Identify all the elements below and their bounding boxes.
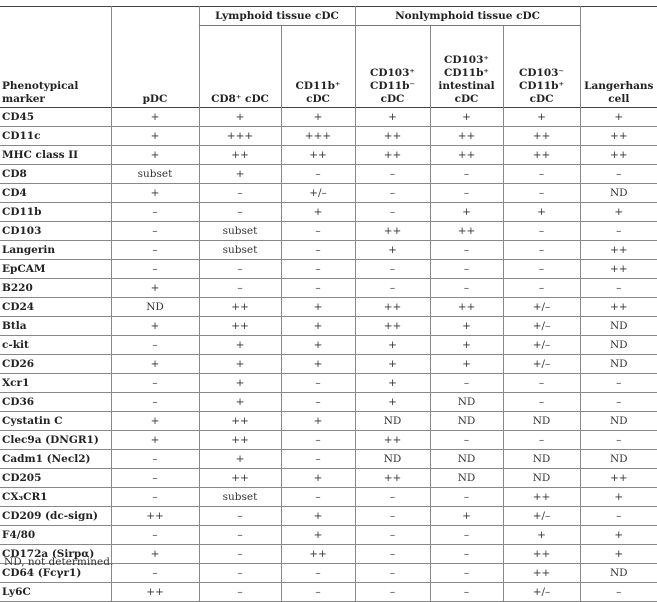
table-cell: +: [430, 507, 503, 526]
table-cell: ++: [199, 431, 281, 450]
table-cell: ++: [580, 127, 657, 146]
table-cell: +: [580, 545, 657, 564]
table-row: [0, 488, 657, 507]
row-marker-label: F4/80: [0, 526, 111, 545]
table-cell: –: [503, 222, 580, 241]
table-cell: +: [111, 146, 199, 165]
table-cell: –: [281, 393, 355, 412]
table-cell: ++: [503, 545, 580, 564]
column-header: CD103⁻ CD11b⁺ cDC: [503, 26, 580, 108]
table-cell: ++: [430, 222, 503, 241]
table-row: [0, 507, 657, 526]
table-row: [0, 583, 657, 602]
table-cell: –: [430, 374, 503, 393]
table-cell: +: [281, 507, 355, 526]
column-header: CD103⁺ CD11b⁺ intestinal cDC: [430, 26, 503, 108]
table-cell: ++: [199, 469, 281, 488]
table-cell: –: [430, 279, 503, 298]
table-cell: ND: [580, 355, 657, 374]
table-cell: +: [281, 298, 355, 317]
table-cell: –: [580, 583, 657, 602]
table-cell: –: [355, 488, 430, 507]
table-cell: +: [111, 127, 199, 146]
row-marker-label: c-kit: [0, 336, 111, 355]
table-cell: –: [503, 184, 580, 203]
table-cell: +: [580, 488, 657, 507]
table-cell: –: [111, 374, 199, 393]
table-cell: ++: [580, 260, 657, 279]
table-cell: ND: [111, 298, 199, 317]
table-cell: –: [503, 165, 580, 184]
table-cell: +: [355, 393, 430, 412]
table-cell: +: [281, 355, 355, 374]
row-marker-label: Cadm1 (Necl2): [0, 450, 111, 469]
table-cell: subset: [111, 165, 199, 184]
marker-table: [0, 6, 657, 602]
table-cell: +/–: [503, 583, 580, 602]
table-cell: subset: [199, 488, 281, 507]
table-cell: +: [199, 165, 281, 184]
table-cell: –: [355, 165, 430, 184]
table-cell: ND: [503, 412, 580, 431]
table-cell: +: [580, 203, 657, 222]
column-header: CD103⁺ CD11b⁻ cDC: [355, 26, 430, 108]
table-row: [0, 241, 657, 260]
row-marker-label: CD26: [0, 355, 111, 374]
table-cell: ++: [355, 317, 430, 336]
table-cell: ++: [430, 298, 503, 317]
table-cell: +: [355, 374, 430, 393]
table-cell: –: [355, 260, 430, 279]
table-cell: +: [111, 355, 199, 374]
table-cell: –: [111, 450, 199, 469]
table-cell: +: [281, 412, 355, 431]
table-cell: –: [580, 165, 657, 184]
table-cell: ND: [580, 450, 657, 469]
table-cell: +: [111, 108, 199, 127]
table-row: [0, 298, 657, 317]
table-row: [0, 317, 657, 336]
table-cell: +: [199, 355, 281, 374]
column-header-marker: Phenotypical marker: [2, 80, 79, 105]
table-cell: +/–: [503, 355, 580, 374]
table-row: [0, 336, 657, 355]
table-row: [0, 279, 657, 298]
table-cell: –: [355, 203, 430, 222]
table-row: [0, 469, 657, 488]
column-header: CD11b⁺ cDC: [281, 26, 355, 108]
table-cell: –: [430, 488, 503, 507]
table-cell: –: [199, 260, 281, 279]
table-cell: ++: [199, 298, 281, 317]
row-marker-label: EpCAM: [0, 260, 111, 279]
table-cell: ND: [430, 412, 503, 431]
table-cell: +: [281, 336, 355, 355]
row-marker-label: CD209 (dc-sign): [0, 507, 111, 526]
table-cell: –: [281, 222, 355, 241]
table-cell: –: [430, 431, 503, 450]
table-cell: +/–: [503, 298, 580, 317]
table-body: [0, 108, 657, 602]
table-cell: –: [111, 336, 199, 355]
row-marker-label: Btla: [0, 317, 111, 336]
table-cell: ++: [355, 146, 430, 165]
table-cell: +: [355, 336, 430, 355]
table-row: [0, 108, 657, 127]
table-cell: –: [430, 545, 503, 564]
table-cell: +: [111, 412, 199, 431]
table-cell: –: [503, 374, 580, 393]
table-cell: –: [580, 393, 657, 412]
table-cell: –: [281, 260, 355, 279]
table-cell: +: [111, 279, 199, 298]
group-header-nonlymphoid: Nonlymphoid tissue cDC: [355, 7, 580, 26]
table-cell: +: [281, 317, 355, 336]
table-row: [0, 450, 657, 469]
table-row: [0, 222, 657, 241]
table-cell: ++: [199, 317, 281, 336]
table-cell: –: [111, 260, 199, 279]
table-cell: ND: [430, 393, 503, 412]
table-cell: –: [355, 184, 430, 203]
table-cell: +: [199, 450, 281, 469]
table-cell: –: [430, 260, 503, 279]
row-marker-label: CD4: [0, 184, 111, 203]
table-cell: –: [111, 241, 199, 260]
table-cell: ND: [503, 469, 580, 488]
table-cell: +: [281, 203, 355, 222]
table-cell: +/–: [503, 317, 580, 336]
table-cell: –: [199, 526, 281, 545]
table-cell: –: [111, 488, 199, 507]
table-cell: +: [503, 526, 580, 545]
table-cell: –: [430, 564, 503, 583]
table-cell: –: [199, 583, 281, 602]
table-row: [0, 260, 657, 279]
table-cell: –: [281, 450, 355, 469]
table-cell: –: [111, 526, 199, 545]
table-cell: ++: [355, 222, 430, 241]
table-cell: –: [199, 279, 281, 298]
table-cell: –: [199, 564, 281, 583]
table-cell: ++: [430, 146, 503, 165]
table-row: [0, 146, 657, 165]
table-cell: ND: [430, 450, 503, 469]
table-cell: –: [355, 507, 430, 526]
table-row: [0, 203, 657, 222]
table-cell: –: [430, 165, 503, 184]
table-cell: –: [503, 431, 580, 450]
table-row: [0, 393, 657, 412]
table-cell: +: [111, 431, 199, 450]
row-marker-label: MHC class II: [0, 146, 111, 165]
table-cell: +: [199, 108, 281, 127]
table-cell: ++: [281, 146, 355, 165]
table-cell: –: [281, 488, 355, 507]
table-cell: +: [199, 374, 281, 393]
table-cell: ++: [355, 469, 430, 488]
table-cell: –: [503, 279, 580, 298]
table-cell: ND: [503, 450, 580, 469]
table-cell: ++: [580, 469, 657, 488]
table-row: [0, 374, 657, 393]
table-cell: +: [281, 526, 355, 545]
table-cell: ++: [355, 298, 430, 317]
table-cell: –: [580, 507, 657, 526]
table-row: [0, 184, 657, 203]
table-cell: –: [111, 469, 199, 488]
table-cell: +/–: [503, 507, 580, 526]
table-cell: +: [355, 355, 430, 374]
table-cell: –: [281, 564, 355, 583]
table-cell: –: [199, 545, 281, 564]
column-header: Langerhans cell: [580, 26, 657, 108]
table-cell: ++: [580, 146, 657, 165]
table-row: [0, 165, 657, 184]
table-cell: +: [355, 241, 430, 260]
table-cell: –: [580, 222, 657, 241]
table-cell: +: [111, 184, 199, 203]
table-cell: +: [503, 108, 580, 127]
row-marker-label: CD24: [0, 298, 111, 317]
table-cell: +++: [281, 127, 355, 146]
table-cell: ++: [430, 127, 503, 146]
table-cell: –: [111, 393, 199, 412]
table-cell: –: [355, 564, 430, 583]
table-cell: ++: [111, 583, 199, 602]
table-cell: –: [281, 431, 355, 450]
table-cell: –: [430, 526, 503, 545]
table-cell: ND: [355, 450, 430, 469]
table-cell: ND: [580, 336, 657, 355]
table-cell: –: [281, 241, 355, 260]
table-cell: –: [111, 222, 199, 241]
table-cell: ++: [281, 545, 355, 564]
table-row: [0, 431, 657, 450]
table-cell: –: [355, 526, 430, 545]
table-cell: +: [430, 108, 503, 127]
row-marker-label: CD36: [0, 393, 111, 412]
table-cell: –: [430, 184, 503, 203]
table-cell: ++: [503, 127, 580, 146]
row-marker-label: Cystatin C: [0, 412, 111, 431]
table-cell: –: [281, 165, 355, 184]
table-row: [0, 127, 657, 146]
table-cell: ++: [199, 146, 281, 165]
table-cell: +: [199, 336, 281, 355]
table-footnote: ND, not determined.: [4, 556, 114, 568]
table-cell: ++: [355, 431, 430, 450]
table-cell: –: [430, 583, 503, 602]
table-cell: –: [580, 374, 657, 393]
table-cell: +: [355, 108, 430, 127]
table-cell: –: [281, 374, 355, 393]
table-cell: +: [430, 317, 503, 336]
table-cell: ND: [580, 564, 657, 583]
table-cell: ND: [355, 412, 430, 431]
table-cell: subset: [199, 222, 281, 241]
table-cell: –: [111, 203, 199, 222]
table-cell: –: [503, 393, 580, 412]
table-cell: +: [580, 526, 657, 545]
table-cell: –: [580, 431, 657, 450]
row-marker-label: CD45: [0, 108, 111, 127]
table-cell: –: [199, 203, 281, 222]
table-cell: –: [503, 241, 580, 260]
table-cell: +: [430, 203, 503, 222]
table-row: [0, 355, 657, 374]
table-cell: ++: [503, 564, 580, 583]
row-marker-label: Clec9a (DNGR1): [0, 431, 111, 450]
table-cell: ND: [580, 317, 657, 336]
column-header: pDC: [111, 26, 199, 108]
table-row: [0, 526, 657, 545]
table-cell: +: [111, 317, 199, 336]
table-cell: +/–: [281, 184, 355, 203]
table-cell: –: [355, 545, 430, 564]
column-header-row: [0, 26, 657, 108]
group-header-lymphoid: Lymphoid tissue cDC: [199, 7, 355, 26]
table-cell: +++: [199, 127, 281, 146]
table-cell: +: [503, 203, 580, 222]
row-marker-label: CD205: [0, 469, 111, 488]
row-marker-label: CD172a (Sirpα): [0, 545, 111, 564]
table-cell: –: [580, 279, 657, 298]
table-cell: ++: [355, 127, 430, 146]
table-cell: –: [355, 583, 430, 602]
table-cell: +/–: [503, 336, 580, 355]
row-marker-label: Ly6C: [0, 583, 111, 602]
table-cell: –: [355, 279, 430, 298]
table-cell: –: [503, 260, 580, 279]
row-marker-label: CX₃CR1: [0, 488, 111, 507]
table-cell: ND: [580, 412, 657, 431]
row-marker-label: Xcr1: [0, 374, 111, 393]
table-cell: +: [580, 108, 657, 127]
row-marker-label: B220: [0, 279, 111, 298]
table-cell: ++: [580, 298, 657, 317]
row-marker-label: CD11c: [0, 127, 111, 146]
table-cell: –: [199, 184, 281, 203]
table-cell: ND: [430, 469, 503, 488]
table-cell: –: [430, 241, 503, 260]
row-marker-label: CD8: [0, 165, 111, 184]
table-cell: +: [199, 393, 281, 412]
row-marker-label: Langerin: [0, 241, 111, 260]
table-cell: ++: [580, 241, 657, 260]
table-cell: +: [281, 108, 355, 127]
table-cell: –: [281, 279, 355, 298]
table-cell: +: [430, 355, 503, 374]
table-cell: –: [111, 564, 199, 583]
table-cell: +: [281, 469, 355, 488]
table-row: [0, 412, 657, 431]
row-marker-label: CD103: [0, 222, 111, 241]
table-cell: ++: [199, 412, 281, 431]
table-cell: –: [199, 507, 281, 526]
column-header: CD8⁺ cDC: [199, 26, 281, 108]
row-marker-label: CD11b: [0, 203, 111, 222]
table-cell: subset: [199, 241, 281, 260]
table-cell: ++: [503, 146, 580, 165]
table-cell: ++: [503, 488, 580, 507]
group-header-row: [0, 7, 657, 26]
row-marker-label: CD64 (Fcγr1): [0, 564, 111, 583]
table-cell: +: [430, 336, 503, 355]
table-cell: ND: [580, 184, 657, 203]
table-cell: +: [111, 545, 199, 564]
table-cell: –: [281, 583, 355, 602]
table-cell: ++: [111, 507, 199, 526]
